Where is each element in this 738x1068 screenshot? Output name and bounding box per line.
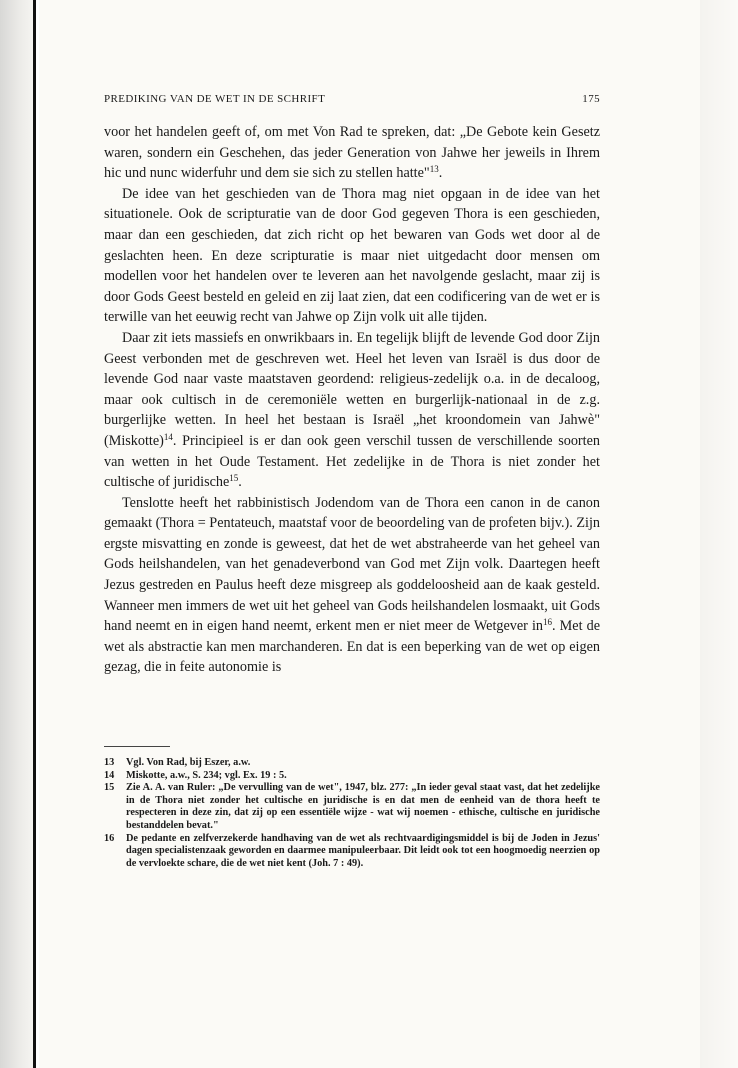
footnote-number: 13 <box>104 757 115 768</box>
paragraph-3: Daar zit iets massiefs en onwrikbaars in. En tegelijk blijft de levende God door Zijn Geest verbonden met de geschreven wet. Heel het leven van Israël is dus door de levende God naar vaste maatstaven geordend: religieus-zedelijk o.a. in de decaloog, maar ook cultisch in de ceremoniële wetten en burgerlijk-nationaal in de z.g. burgerlijke wetten. In heel het bestaan is Israël „het kroondomein van Jahwè" (Miskotte)$^{14}$. Principieel is er dan ook geen verschil tussen de verschillende soorten van wetten in het Oude Testament. Het zedelijke in de Thora is niet zonder het cultische of juridische$^{15}$. <box>104 329 600 491</box>
footnote <box>104 770 600 783</box>
scan-right-margin <box>700 0 738 1068</box>
footnote <box>104 782 600 832</box>
footnote-number: 15 <box>104 782 115 794</box>
paragraph-text: . Met de wet als abstractie kan men marchanderen. En dat is een beperking van de wet op eigen gezag, die in feite autonomie is <box>104 618 600 676</box>
paragraph-text: De idee van het geschieden van de Thora mag niet opgaan in de idee van het situationele. Ook de scripturatie van de door God gegeven Thora is een geschieden, maar dan een geschieden, dat zich richt op het bewaren van Gods wet door al de geslachten heen. En deze scripturatie is maar niet uitgedacht door mensen om modellen voor het handelen over te leveren aan het navolgende geslacht, maar zij is door Gods Geest besteld en geleid en zij laat zien, dat een codificering van de wet er is terwille van het eeuwig recht van Jahwe op Zijn volk uit alle tijden. <box>104 185 600 326</box>
paragraph-text: Daar zit iets massiefs en onwrikbaars in. En tegelijk blijft de levende God door Zijn Geest verbonden met de geschreven wet. Heel het leven van Israël is dus door de levende God naar vaste maatstaven geordend: religieus-zedelijk o.a. in de decaloog, maar ook cultisch in de ceremoniële wetten en burgerlijk-nationaal in de z.g. burgerlijke wetten. In heel het bestaan is Israël „het kroondomein van Jahwè" (Miskotte) <box>104 329 600 449</box>
footnote-ref: 16 <box>543 617 553 628</box>
body-text <box>104 122 600 678</box>
footnote <box>104 757 600 770</box>
running-title: PREDIKING VAN DE WET IN DE SCHRIFT <box>104 93 326 105</box>
paragraph-text: . Principieel is er dan ook geen verschil tussen de verschillende soorten van wetten in het Oude Testament. Het zedelijke in de Thora is niet zonder het cultische of juridische <box>104 432 600 491</box>
paragraph-1: voor het handelen geeft of, om met Von Rad te spreken, dat: „De Gebote kein Gesetz waren, sondern ein Geschehen, das jeder Generation von Jahwe her jeweils in Ihrem hic und nunc widerfuhr und dem sie sich zu stellen hatte"$^{13}$. <box>104 124 600 182</box>
footnote-ref: 14 <box>163 431 173 442</box>
paragraph-text: voor het handelen geeft of, om met Von Rad te spreken, dat: „De Gebote kein Gesetz waren, sondern ein Geschehen, das jeder Generation von Jahwe her jeweils in Ihrem hic und nunc widerfuhr und dem sie sich zu stellen hatte" <box>104 124 600 182</box>
footnote-text: Zie A. A. van Ruler: „De vervulling van de wet", 1947, blz. 277: „In ieder geval staat vast, dat het zedelijke in de Thora niet zonder het cultische en juridische is en dat men de eenheid van de thora heeft te respecteren in deze zin, dat zij op een essentiële wijze - wat wij noemen - ethische, cultische en juridische bestanddelen bevat." <box>126 782 600 831</box>
footnote-number: 16 <box>104 832 115 844</box>
paragraph-2 <box>104 184 600 328</box>
running-header <box>104 93 600 109</box>
footnote-ref: 13 <box>429 164 439 175</box>
scan-left-margin <box>0 0 36 1068</box>
footnote-divider <box>104 746 170 747</box>
paragraph-text: Tenslotte heeft het rabbinistisch Jodendom van de Thora een canon in de canon gemaakt (Thora = Pentateuch, maatstaf voor de beoordeling van de profeten bijv.). Zijn ergste misvatting en zonde is geweest, dat het de wet abstraheerde van het geheel van Gods heilshandelen, van het genadeverbond van God met Zijn volk. Daartegen heeft Jezus gestreden en Paulus heeft deze misgreep als goddeloosheid aan de kaak gesteld. Wanneer men immers de wet uit het geheel van Gods heilshandelen losmaakt, uit Gods hand neemt en in eigen hand neemt, erkent men er niet meer de Wetgever in <box>104 494 600 635</box>
footnote <box>104 833 600 871</box>
footnote-number: 14 <box>104 769 115 781</box>
footnote-text: Miskotte, a.w., S. 234; vgl. Ex. 19 : 5. <box>126 769 287 781</box>
footnotes <box>104 757 600 870</box>
page-number: 175 <box>582 93 600 105</box>
footnote-ref: 15 <box>229 473 239 484</box>
footnote-text: Vgl. Von Rad, bij Eszer, a.w. <box>126 757 251 768</box>
footnote-text: De pedante en zelfverzekerde handhaving van de wet als rechtvaardigingsmiddel is bij de Joden in Jezus' dagen specialistenzaak geworden en daarmee manipuleerbaar. Dit leidt ook tot een hoogmoedig neerzien op de vervloekte schare, die de wet niet kent (Joh. 7 : 49). <box>126 832 600 869</box>
paragraph-4 <box>104 493 600 678</box>
